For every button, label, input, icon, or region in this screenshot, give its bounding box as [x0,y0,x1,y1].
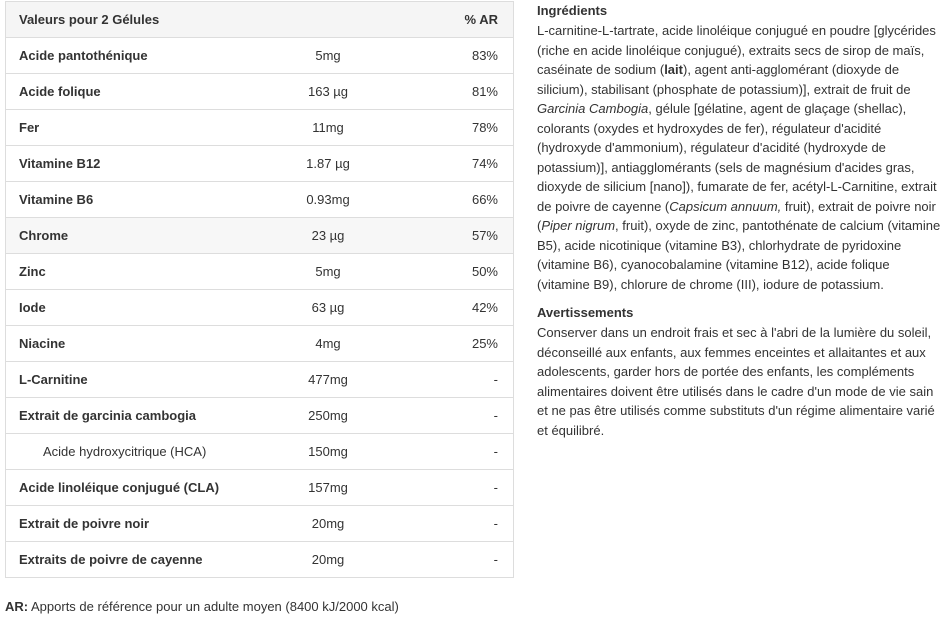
table-row [6,362,513,398]
row-qty: 0.93mg [306,192,350,207]
table-row [6,506,513,542]
row-ar: - [493,408,498,423]
nutrition-table [5,1,514,578]
header-ar: % AR [464,12,498,27]
row-ar: 66% [471,192,498,207]
table-row [6,326,513,362]
header-name: Valeurs pour 2 Gélules [19,12,160,27]
row-name: L-Carnitine [19,372,88,387]
row-ar: - [493,552,498,567]
row-name: Fer [19,120,40,135]
table-row [6,218,513,254]
row-ar: 25% [471,336,498,351]
ingredients-text: L-carnitine-L-tartrate, acide linoléique conjugué en poudre [glycérides (riche en acide linoléique conjugué), extraits secs de sirop de maïs, caséinate de sodium (lait), agent anti-agglomérant (dioxyde de silicium), stabilisant (phosphate de potassium)], extrait de fruit de Garcinia Cambogia, gélule [gélatine, agent de glaçage (shellac), colorants (oxydes et hydroxydes de fer), régulateur d'acidité (hydroxyde d'ammonium), régulateur d'acidité (hydroxyde de potassium)], antiagglomérants (sels de magnésium d'acides gras, dioxyde de silicium [nano]), fumarate de fer, acétyl-L-Carnitine, extrait de poivre de cayenne (Capsicum annuum, fruit), extrait de poivre noir (Piper nigrum, fruit), oxyde de zinc, pantothénate de calcium (vitamine B5), acide nicotinique (vitamine B3), chlorhydrate de pyridoxine (vitamine B6), cyanocobalamine (vitamine B12), acide folique (vitamine B9), chlorure de chrome (III), iodure de potassium. [537,23,941,292]
row-qty: 5mg [315,48,341,63]
row-name: Niacine [19,336,66,351]
row-qty: 11mg [312,120,344,135]
row-qty: 5mg [315,264,341,279]
footnote-label: AR: [5,599,29,614]
row-ar: 81% [471,84,498,99]
row-name: Iode [19,300,46,315]
table-row [6,254,513,290]
row-qty: 23 µg [311,228,345,243]
row-qty: 20mg [311,552,345,567]
row-ar: - [493,444,498,459]
row-ar: - [493,516,498,531]
table-row [6,38,513,74]
row-ar: 57% [471,228,498,243]
row-name: Extrait de garcinia cambogia [19,408,197,423]
table-row [6,542,513,578]
row-qty: 477mg [308,372,348,387]
row-qty: 163 µg [307,84,349,99]
row-name: Zinc [19,264,46,279]
row-name: Chrome [19,228,69,243]
row-qty: 63 µg [311,300,345,315]
row-ar: - [493,480,498,495]
row-ar: 83% [471,48,498,63]
row-qty: 4mg [315,336,341,351]
footnote-text: Apports de référence pour un adulte moyen (8400 kJ/2000 kcal) [28,599,399,614]
row-name: Acide linoléique conjugué (CLA) [19,480,220,495]
row-name: Extraits de poivre de cayenne [19,552,203,567]
row-ar: 42% [471,300,498,315]
row-qty: 1.87 µg [306,156,350,171]
table-row [6,290,513,326]
row-qty: 20mg [311,516,345,531]
table-row [6,74,513,110]
row-qty: 150mg [308,444,348,459]
row-ar: 74% [471,156,498,171]
row-qty: 250mg [308,408,348,423]
table-header [6,2,513,38]
footnote [5,599,399,614]
row-name: Acide hydroxycitrique (HCA) [43,444,207,459]
row-name: Extrait de poivre noir [19,516,150,531]
warnings-text: Conserver dans un endroit frais et sec à l'abri de la lumière du soleil, déconseillé aux enfants, aux femmes enceintes et allaitantes et aux adolescents, garder hors de portée des enfants, les compléments alimentaires doivent être utilisés dans le cadre d'un mode de vie sain et ne pas être utilisés comme substituts d'un régime alimentaire varié et équilibré. [537,325,935,438]
row-name: Acide pantothénique [19,48,148,63]
table-row [6,146,513,182]
row-name: Vitamine B6 [19,192,94,207]
table-row [6,434,513,470]
row-ar: - [493,372,498,387]
info-panel [537,2,942,440]
row-ar: 50% [471,264,498,279]
table-row [6,398,513,434]
ingredients-title: Ingrédients [537,3,608,18]
row-name: Acide folique [19,84,101,99]
table-row [6,470,513,506]
row-name: Vitamine B12 [19,156,101,171]
table-row [6,110,513,146]
table-row [6,182,513,218]
row-qty: 157mg [308,480,348,495]
warnings-title: Avertissements [537,305,634,320]
row-ar: 78% [471,120,498,135]
